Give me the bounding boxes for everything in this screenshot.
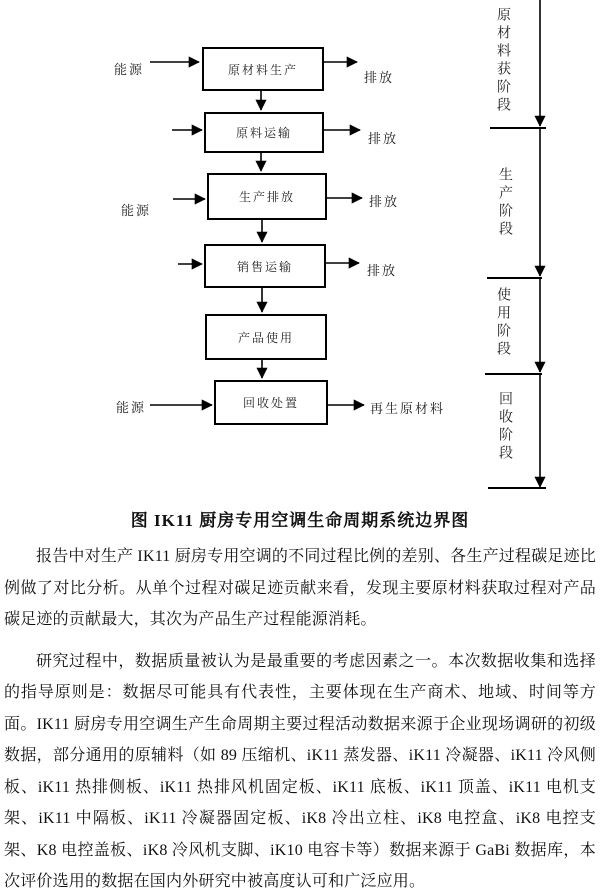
- emission-output-label-1: 排放: [364, 70, 395, 85]
- emission-output-label-2: 排放: [368, 131, 399, 146]
- stage-label-production: 生产阶段: [497, 167, 512, 239]
- energy-input-label-1: 能源: [114, 62, 145, 77]
- flow-box-sales-transport: 销售运输: [204, 244, 326, 288]
- paragraph-1: 报告中对生产 IK11 厨房专用空调的不同过程比例的差别、各生产过程碳足迹比例做了对比分析。从单个过程对碳足迹贡献来看，发现主要原材料获取过程对产品碳足迹的贡献最大，其次为产品生产过程能源消耗。: [4, 548, 596, 628]
- flow-box-recycle-disposal: 回收处置: [214, 380, 328, 425]
- emission-output-label-4: 排放: [367, 263, 398, 278]
- energy-input-label-2: 能源: [121, 203, 152, 218]
- energy-input-label-3: 能源: [116, 400, 147, 415]
- stage-label-raw-material-acquisition: 原材料获阶段: [495, 7, 510, 115]
- recycled-material-output-label: 再生原材料: [370, 401, 446, 416]
- flow-box-product-use: 产品使用: [205, 314, 327, 360]
- flow-box-raw-material-production: 原材料生产: [202, 47, 324, 91]
- body-text: [0, 541, 600, 893]
- emission-output-label-3: 排放: [369, 194, 400, 209]
- paragraph-2: 研究过程中，数据质量被认为是最重要的考虑因素之一。本次数据收集和选择的指导原则是：数据尽可能具有代表性，主要体现在生产商术、地域、时间等方面。IK11 厨房专用空调生产生命周期主要过程活动数据来源于企业现场调研的初级数据，部分通用的原辅料（如 89 压缩机、iK11 蒸发器、iK11 冷凝器、iK11 冷风侧板、iK11 热排侧板、iK11 热排风机固定板、iK11 底板、iK11 顶盖、iK11 电机支架、iK11 中隔板、iK11 冷凝器固定板、iK8 冷出立柱、iK8 电控盒、iK8 电控支架、K8 电控盖板、iK8 冷风机支脚、iK10 电容卡等）数据来源于 GaBi 数据库，本次评价选用的数据在国内外研究中被高度认可和广泛应用。: [4, 652, 596, 890]
- stage-label-use: 使用阶段: [495, 287, 510, 359]
- flow-box-production-emission: 生产排放: [207, 173, 327, 220]
- stage-label-recycling: 回收阶段: [497, 391, 512, 463]
- figure-caption: 图 IK11 厨房专用空调生命周期系统边界图: [130, 511, 470, 530]
- flow-box-material-transport: 原料运输: [204, 112, 324, 153]
